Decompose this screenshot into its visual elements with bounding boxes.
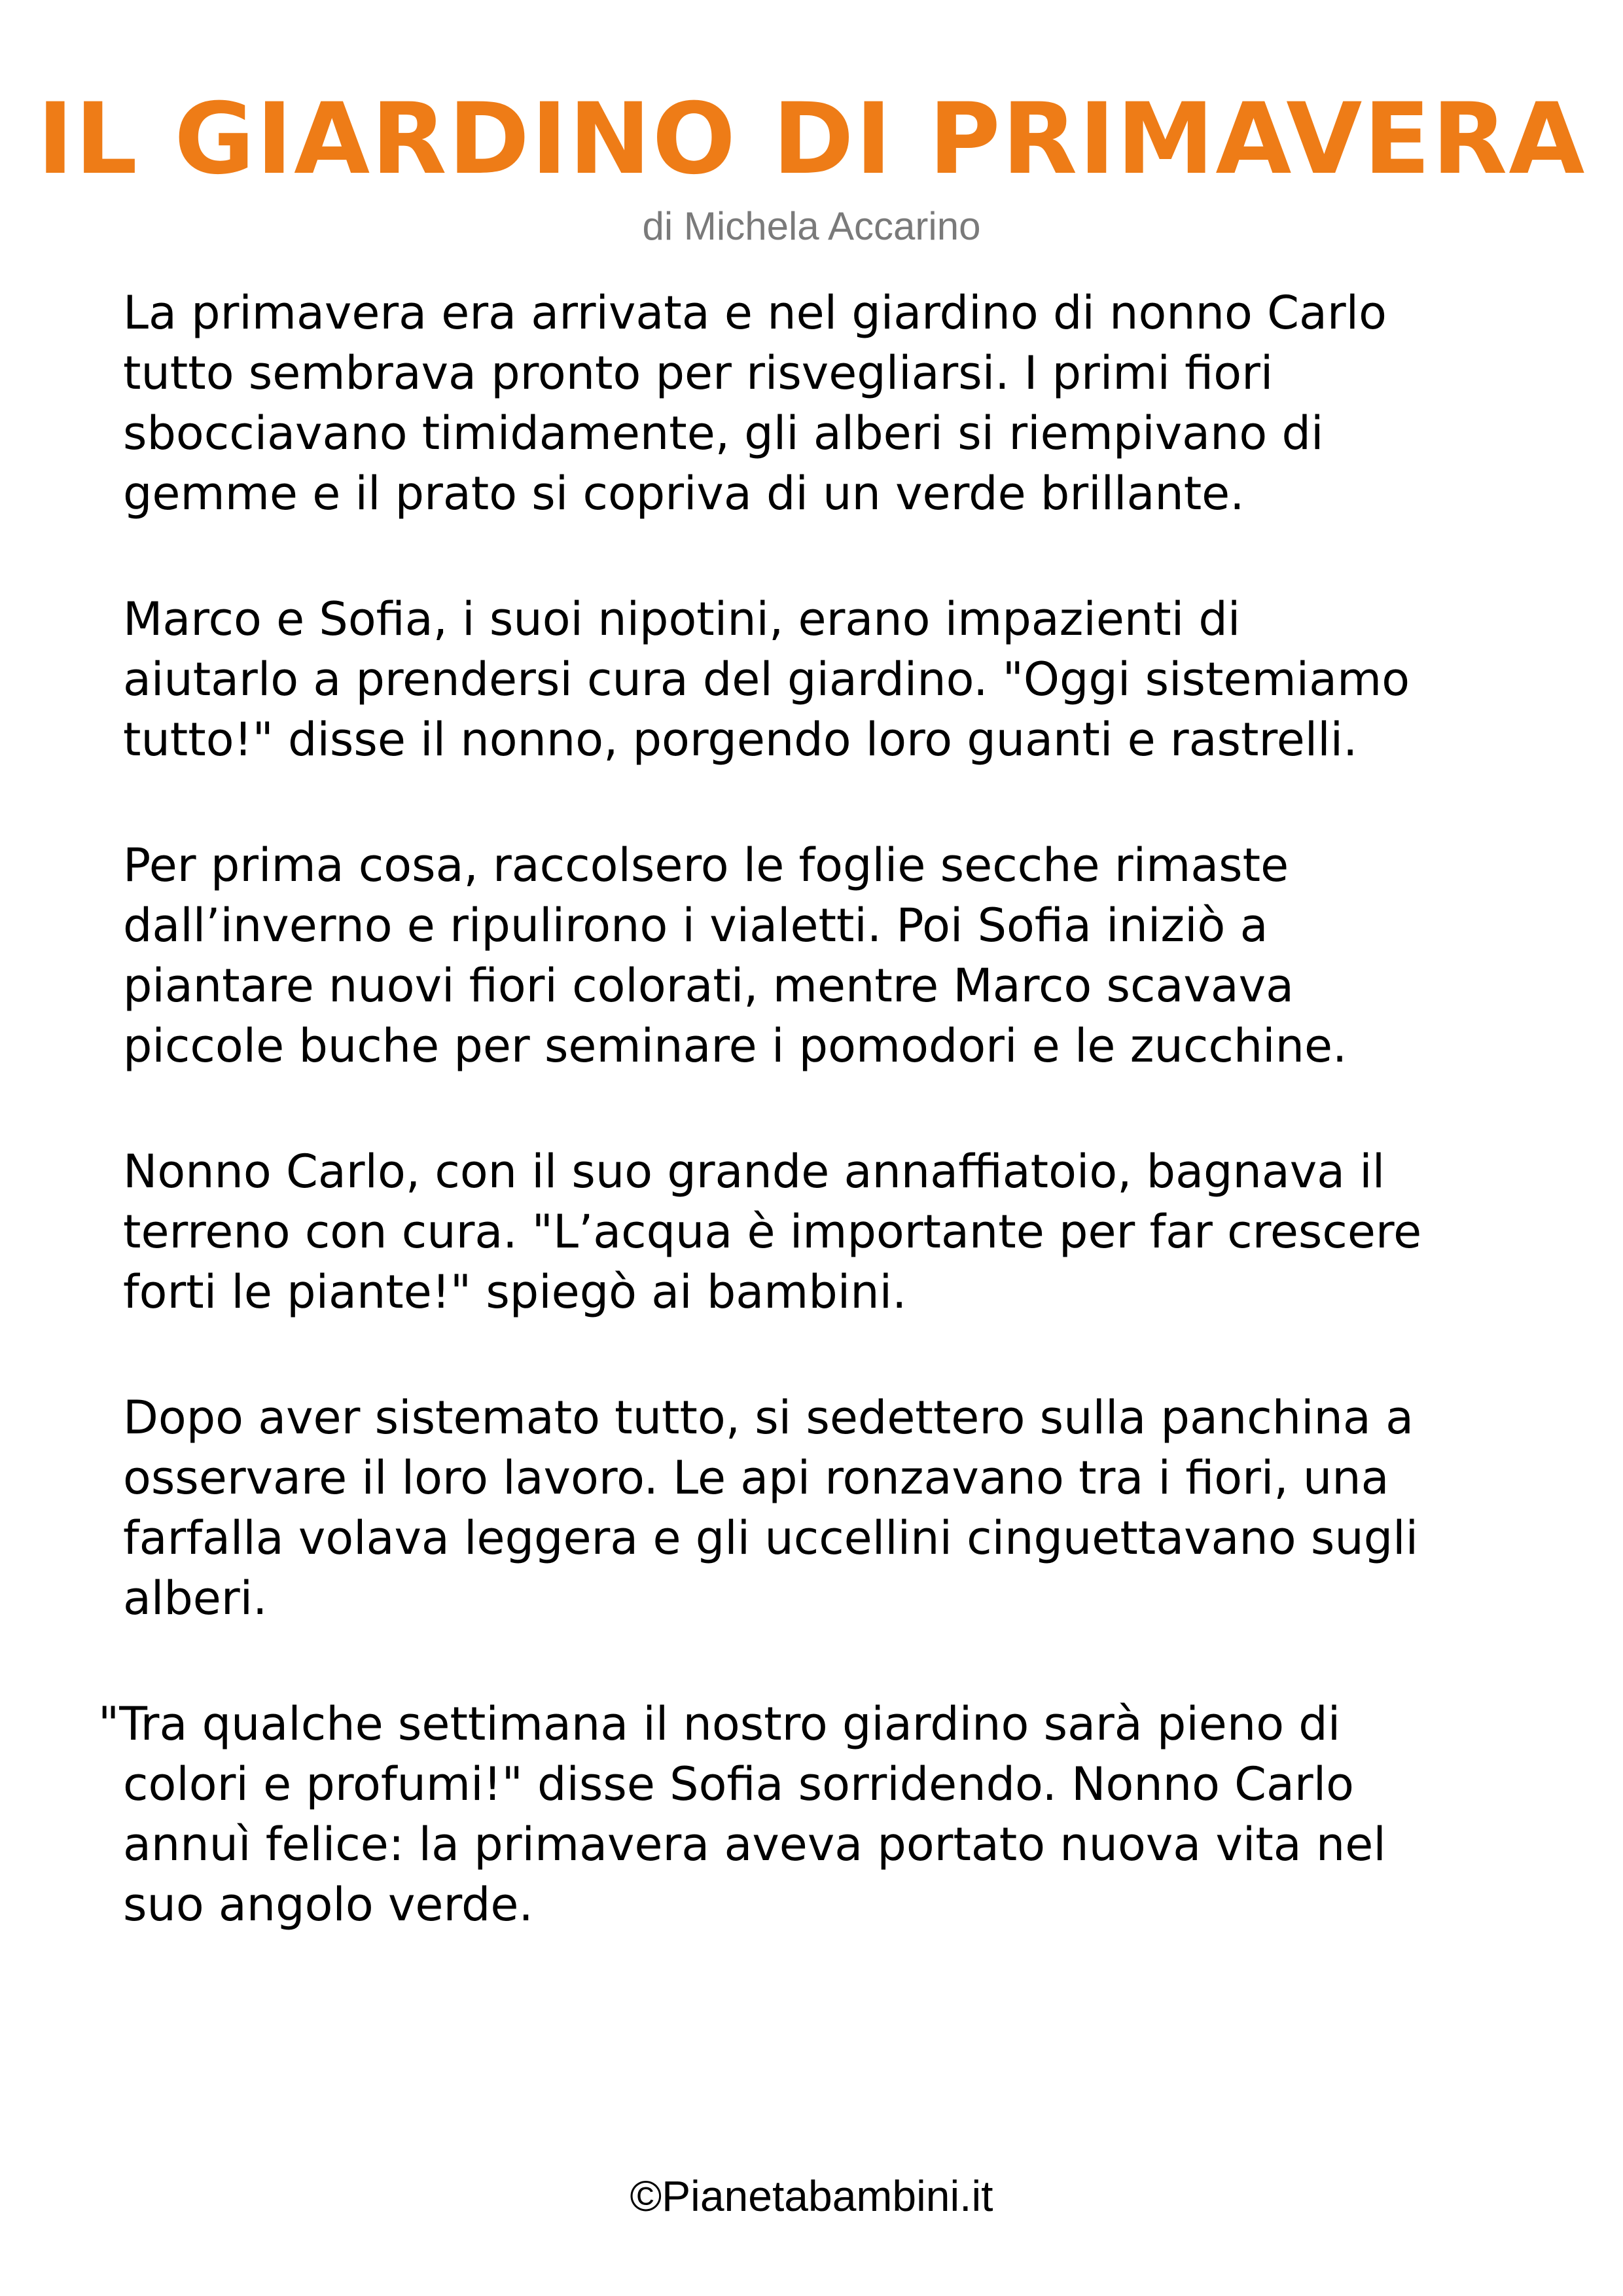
text-line: tutto sembrava pronto per risvegliarsi. I primi fiori	[123, 346, 1274, 400]
text-line: La primavera era arrivata e nel giardino di nonno Carlo	[123, 286, 1387, 340]
text-line: gemme e il prato si copriva di un verde brillante.	[123, 467, 1245, 520]
story-paragraph	[98, 1141, 1525, 1322]
text-line: sbocciavano timidamente, gli alberi si riempivano di	[123, 406, 1324, 460]
text-line: tutto!" disse il nonno, porgendo loro guanti e rastrelli.	[123, 713, 1358, 766]
text-line: Dopo aver sistemato tutto, si sedettero sulla panchina a	[123, 1391, 1414, 1444]
text-line: farfalla volava leggera e gli uccellini cinguettavano sugli	[123, 1511, 1419, 1565]
text-line: Per prima cosa, raccolsero le foglie secche rimaste	[123, 838, 1289, 892]
story-paragraph	[98, 283, 1525, 524]
text-line: osservare il loro lavoro. Le api ronzavano tra i fiori, una	[123, 1451, 1389, 1505]
story-title: IL GIARDINO DI PRIMAVERA	[37, 82, 1586, 196]
text-line: piccole buche per seminare i pomodori e le zucchine.	[123, 1019, 1347, 1073]
text-line: dall’inverno e ripulirono i vialetti. Poi Sofia iniziò a	[123, 899, 1268, 952]
story-paragraph	[98, 1388, 1525, 1628]
text-line: forti le piante!" spiegò ai bambini.	[123, 1265, 907, 1319]
text-line: alberi.	[123, 1571, 268, 1625]
text-line: terreno con cura. "L’acqua è importante per far crescere	[123, 1205, 1422, 1259]
story-paragraph	[98, 835, 1525, 1076]
text-line: colori e profumi!" disse Sofia sorridendo. Nonno Carlo	[123, 1757, 1354, 1811]
text-line: "Tra qualche settimana il nostro giardino sarà pieno di	[98, 1697, 1341, 1751]
story-author: di Michela Accarino	[642, 204, 981, 248]
text-line: Nonno Carlo, con il suo grande annaffiatoio, bagnava il	[123, 1145, 1385, 1198]
text-line: annuì felice: la primavera aveva portato nuova vita nel	[123, 1818, 1386, 1871]
text-line: suo angolo verde.	[123, 1878, 533, 1931]
story-paragraph	[98, 1694, 1525, 1935]
text-line: aiutarlo a prendersi cura del giardino. "Oggi sistemiamo	[123, 653, 1410, 706]
copyright-footer: ©Pianetabambini.it	[630, 2172, 993, 2220]
story-body	[98, 283, 1525, 2000]
story-paragraph	[98, 589, 1525, 770]
text-line: piantare nuovi fiori colorati, mentre Marco scavava	[123, 959, 1294, 1013]
text-line: Marco e Sofia, i suoi nipotini, erano impazienti di	[123, 592, 1241, 646]
